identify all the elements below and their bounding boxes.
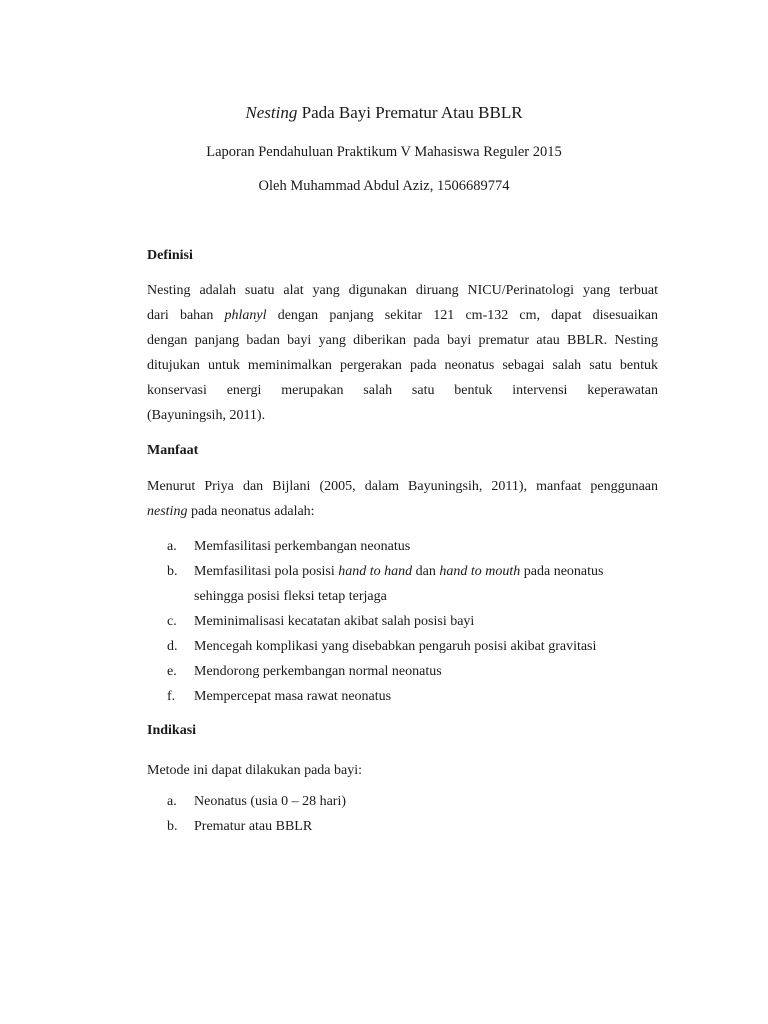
list-marker: c. <box>167 614 177 629</box>
author-line: Oleh Muhammad Abdul Aziz, 1506689774 <box>258 178 510 194</box>
list-marker: e. <box>167 664 177 679</box>
list-item <box>167 534 657 559</box>
manfaat-intro-line: Menurut Priya dan Bijlani (2005, dalam Bayuningsih, 2011), manfaat penggunaan <box>147 479 658 494</box>
manfaat-list <box>167 534 657 709</box>
report-subtitle: Laporan Pendahuluan Praktikum V Mahasiswa Reguler 2015 <box>206 144 562 160</box>
list-item-text: Mendorong perkembangan normal neonatus <box>194 664 442 679</box>
definisi-text: dari bahan <box>147 308 225 323</box>
definisi-line: Nesting adalah suatu alat yang digunakan diruang NICU/Perinatologi yang terbuat <box>147 283 658 298</box>
list-item-text: Memfasilitasi pola posisi <box>194 564 339 579</box>
document-title <box>0 103 768 123</box>
definisi-line <box>147 303 658 328</box>
list-item-text: pada neonatus <box>520 564 604 579</box>
manfaat-intro-line <box>147 499 658 524</box>
manfaat-intro <box>147 474 658 524</box>
list-item-text: Prematur atau BBLR <box>194 819 313 834</box>
list-marker: a. <box>167 539 177 554</box>
list-item-text: Meminimalisasi kecatatan akibat salah posisi bayi <box>194 614 475 629</box>
list-item-continuation: sehingga posisi fleksi tetap terjaga <box>194 589 387 604</box>
title-italic: Nesting <box>245 103 298 122</box>
definisi-paragraph <box>147 278 658 428</box>
definisi-line: (Bayuningsih, 2011). <box>147 408 266 423</box>
list-item-text: dan <box>412 564 440 579</box>
list-item <box>167 789 657 814</box>
list-item <box>167 684 657 709</box>
heading-manfaat: Manfaat <box>147 443 199 458</box>
list-item-text: Mencegah komplikasi yang disebabkan pengaruh posisi akibat gravitasi <box>194 639 597 654</box>
list-item-italic: hand to hand <box>338 564 413 579</box>
manfaat-italic: nesting <box>147 504 188 519</box>
list-marker: a. <box>167 794 177 809</box>
list-item-text: Memfasilitasi perkembangan neonatus <box>194 539 411 554</box>
list-marker: f. <box>167 689 176 704</box>
definisi-italic: phlanyl <box>224 308 267 323</box>
list-item <box>167 634 657 659</box>
list-item-text: Mempercepat masa rawat neonatus <box>194 689 392 704</box>
manfaat-text: pada neonatus adalah: <box>187 504 315 519</box>
list-marker: d. <box>167 639 178 654</box>
list-marker: b. <box>167 564 178 579</box>
definisi-line: dengan panjang badan bayi yang diberikan pada bayi prematur atau BBLR. Nesting <box>147 333 658 348</box>
heading-indikasi: Indikasi <box>147 723 197 738</box>
list-marker: b. <box>167 819 178 834</box>
definisi-line: konservasi energi merupakan salah satu bentuk intervensi keperawatan <box>147 383 658 398</box>
list-item-italic: hand to mouth <box>439 564 521 579</box>
definisi-text: dengan panjang sekitar 121 cm-132 cm, dapat disesuaikan <box>266 308 658 323</box>
heading-definisi: Definisi <box>147 248 193 263</box>
indikasi-intro <box>147 758 658 783</box>
list-item-text: Neonatus (usia 0 – 28 hari) <box>194 794 347 809</box>
indikasi-list <box>167 789 657 839</box>
definisi-line: ditujukan untuk meminimalkan pergerakan pada neonatus sebagai salah satu bentuk <box>147 358 658 373</box>
list-item <box>167 814 657 839</box>
list-item <box>167 609 657 634</box>
title-rest: Pada Bayi Prematur Atau BBLR <box>297 103 523 122</box>
indikasi-intro-line: Metode ini dapat dilakukan pada bayi: <box>147 763 362 778</box>
list-item <box>167 659 657 684</box>
list-item <box>167 559 657 609</box>
